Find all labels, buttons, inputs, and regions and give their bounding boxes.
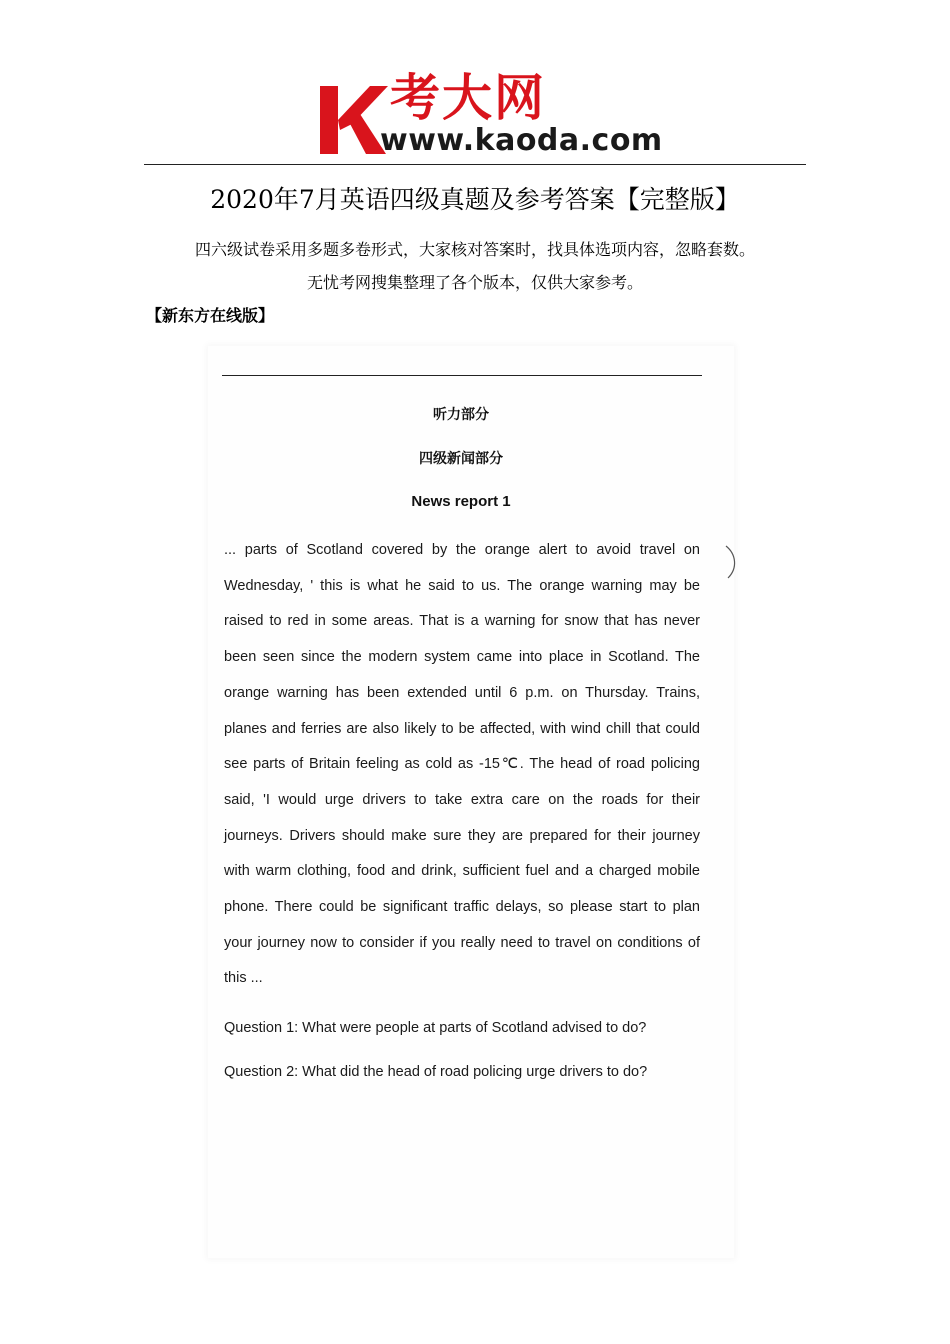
k-logo-icon xyxy=(318,80,388,160)
kaoda-logo[interactable] xyxy=(318,69,663,162)
scanned-page xyxy=(208,346,734,1258)
version-label: 【新东方在线版】 xyxy=(146,306,275,325)
question-1: Question 1: What were people at parts of Scotland advised to do? xyxy=(224,1020,647,1036)
page-curl-icon xyxy=(722,544,742,580)
intro-line-2: 无忧考网搜集整理了各个版本，仅供大家参考。 xyxy=(306,273,643,292)
news-report-title: News report 1 xyxy=(411,493,511,510)
logo-chinese-name: 考大网 xyxy=(390,69,546,127)
logo-url: www.kaoda.com xyxy=(380,123,663,158)
page-title: 2020年7月英语四级真题及参考答案【完整版】 xyxy=(210,185,740,214)
news-report-text: ... parts of Scotland covered by the orange alert to avoid travel on Wednesday, ' this is what he said to us. The orange warning may be raised to red in some areas. That is a warning for snow that has never been seen since the modern system came into place in Scotland. The orange warning has been extended until 6 p.m. on Thursday. Trains, planes and ferries are also likely to be affected, with wind chill that could see parts of Britain feeling as cold as -15℃. The head of road policing said, 'I would urge drivers to take extra care on the roads for their journeys. Drivers should make sure they are prepared for their journey with warm clothing, food and drink, sufficient fuel and a charged mobile phone. There could be significant traffic delays, so please start to plan your journey now to consider if you really need to travel on conditions of this ... xyxy=(224,542,700,987)
intro-line-1: 四六级试卷采用多题多卷形式，大家核对答案时，找具体选项内容，忽略套数。 xyxy=(194,240,755,259)
listening-section-title: 听力部分 xyxy=(433,406,489,422)
question-2: Question 2: What did the head of road policing urge drivers to do? xyxy=(224,1064,648,1080)
news-section-title: 四级新闻部分 xyxy=(419,450,503,466)
scan-top-rule xyxy=(222,375,702,376)
header-divider xyxy=(144,164,806,165)
